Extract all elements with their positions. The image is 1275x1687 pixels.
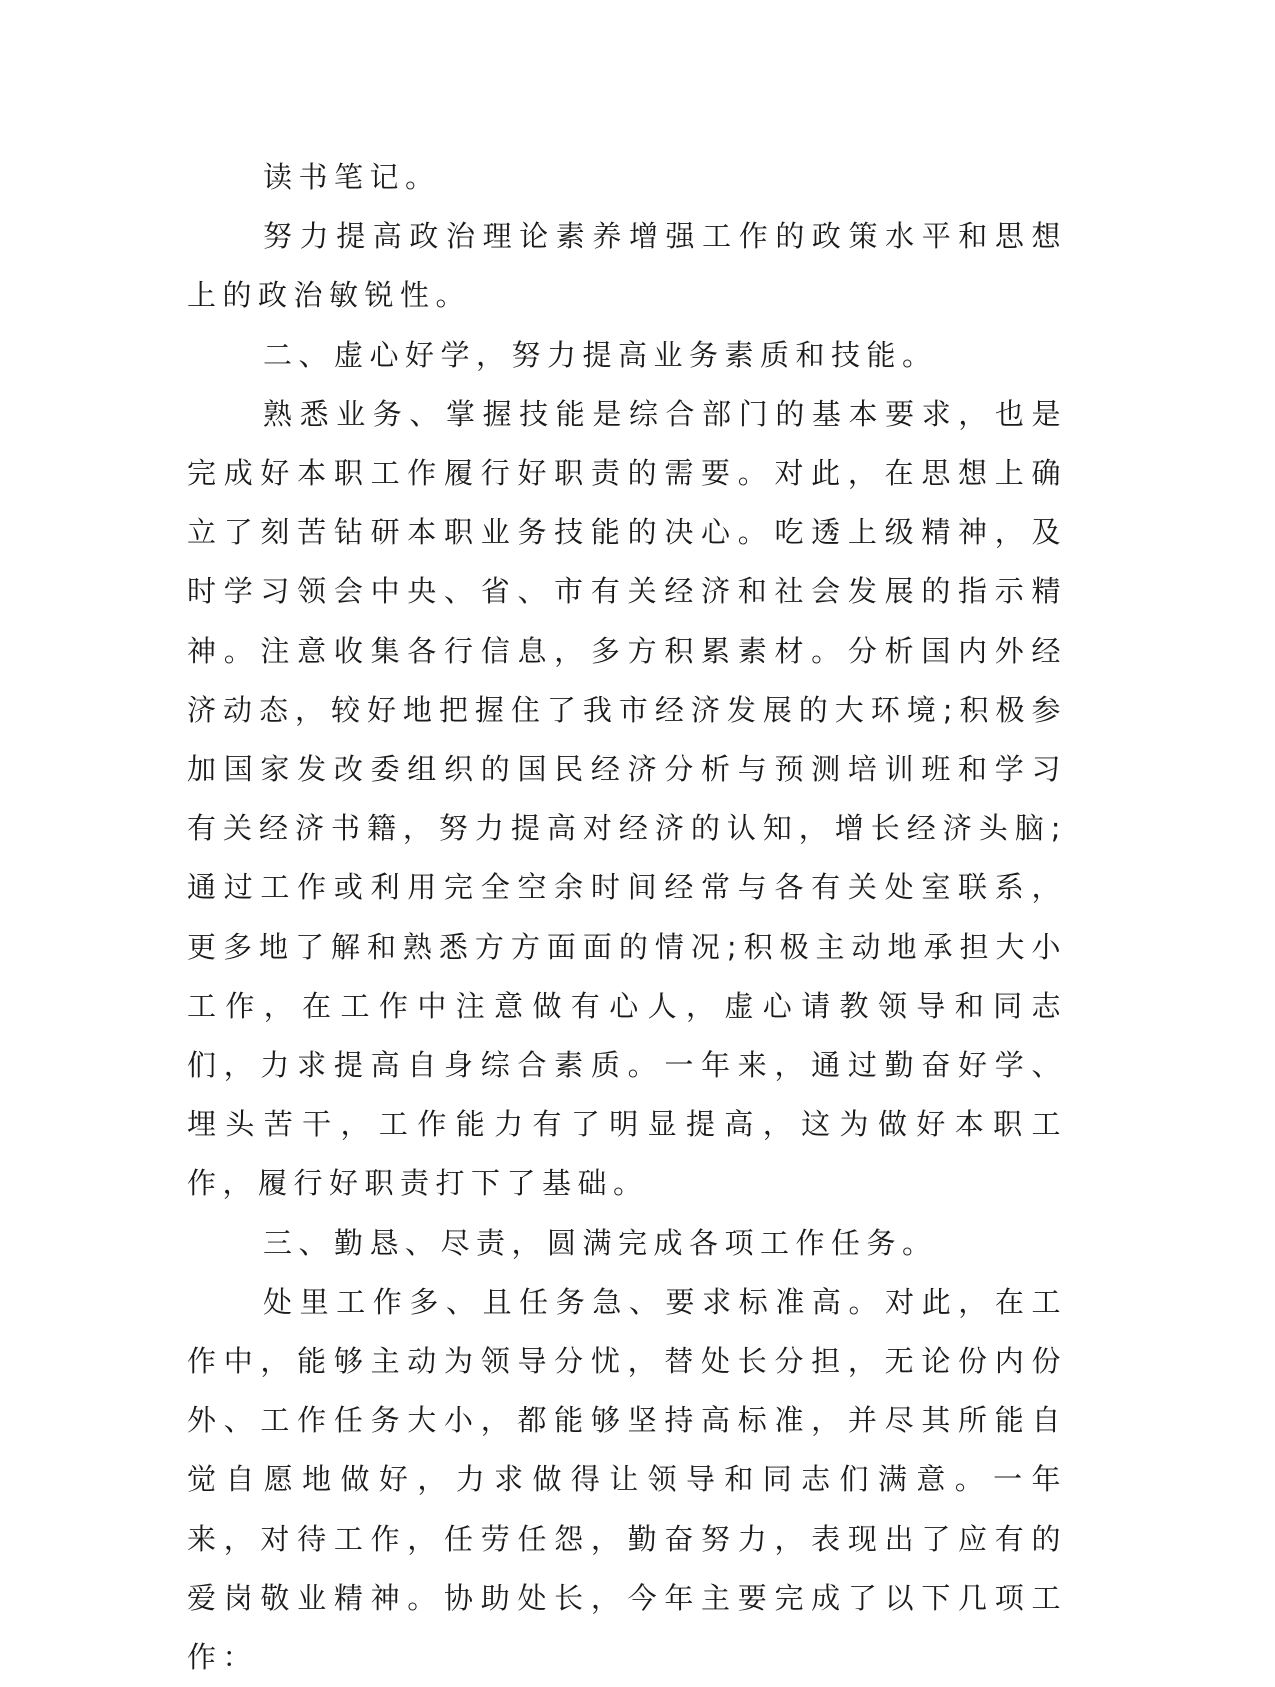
paragraph-business-skills: 熟悉业务、掌握技能是综合部门的基本要求，也是完成好本职工作履行好职责的需要。对此，在思想上确立了刻苦钻研本职业务技能的决心。吃透上级精神，及时学习领会中央、省、市有关经济和社会发展的指示精神。注意收集各行信息，多方积累素材。分析国内外经济动态，较好地把握住了我市经济发展的大环境;积极参加国家发改委组织的国民经济分析与预测培训班和学习有关经济书籍，努力提高对经济的认知，增长经济头脑;通过工作或利用完全空余时间经常与各有关处室联系，更多地了解和熟悉方方面面的情况;积极主动地承担大小工作，在工作中注意做有心人，虚心请教领导和同志们，力求提高自身综合素质。一年来，通过勤奋好学、埋头苦干，工作能力有了明显提高，这为做好本职工作，履行好职责打下了基础。 xyxy=(187,396,1067,1201)
paragraph-reading-notes: 读书笔记。 xyxy=(263,160,441,194)
paragraph-work-tasks: 处里工作多、且任务急、要求标准高。对此，在工作中，能够主动为领导分忧，替处长分担，无论份内份外、工作任务大小，都能够坚持高标准，并尽其所能自觉自愿地做好，力求做得让领导和同志们满意。一年来，对待工作，任劳任怨，勤奋努力，表现出了应有的爱岗敬业精神。协助处长，今年主要完成了以下几项工作： xyxy=(187,1284,1067,1675)
document-body xyxy=(187,148,1067,1687)
heading-section-three: 三、勤恳、尽责，圆满完成各项工作任务。 xyxy=(263,1225,938,1260)
heading-section-two: 二、虚心好学，努力提高业务素质和技能。 xyxy=(263,337,938,372)
paragraph-political-theory: 努力提高政治理论素养增强工作的政策水平和思想上的政治敏锐性。 xyxy=(187,219,1067,313)
